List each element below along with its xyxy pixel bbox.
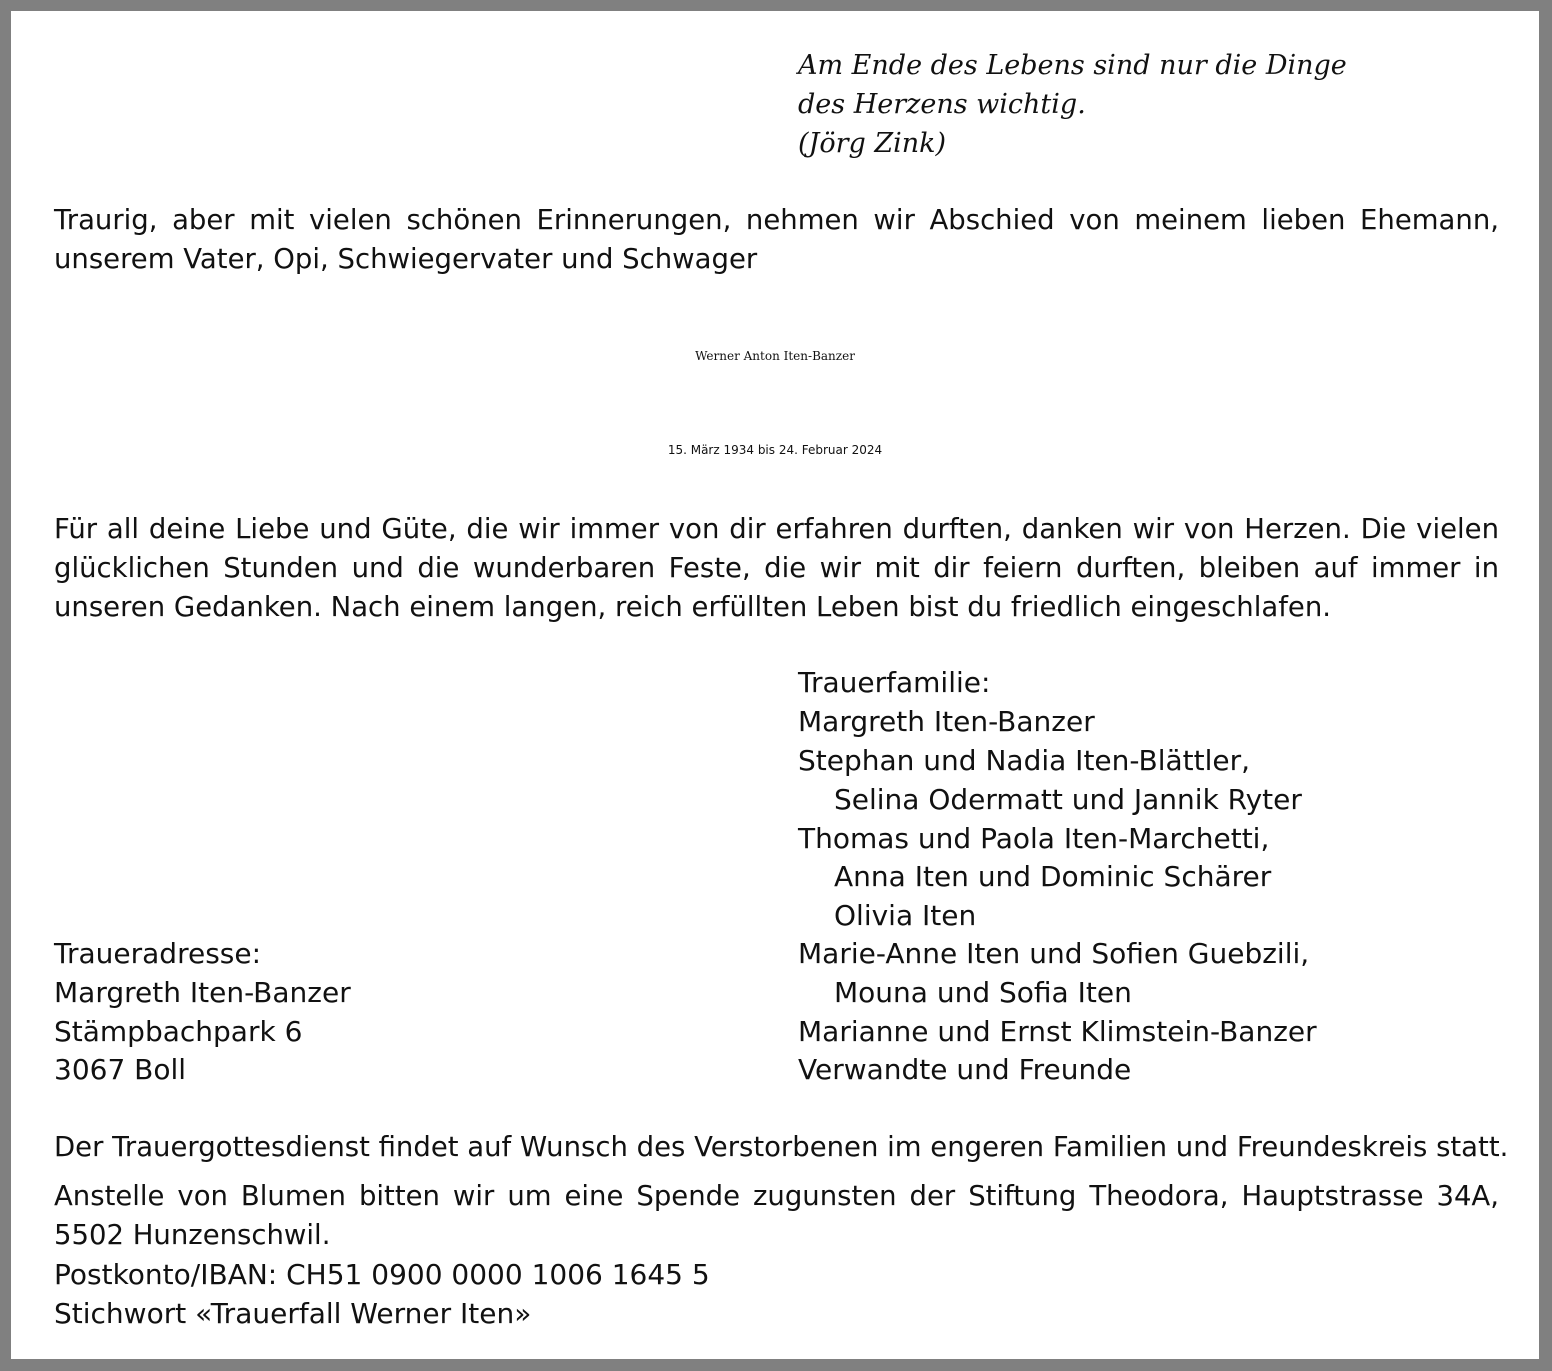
- family-member: Marianne und Ernst Klimstein-Banzer: [798, 1015, 1317, 1048]
- donation-iban: Postkonto/IBAN: CH51 0900 0000 1006 1645 5: [54, 1258, 710, 1291]
- intro-text: Traurig, aber mit vielen schönen Erinnerungen, nehmen wir Abschied von meinem lieben Ehemann, unserem Vater, Opi, Schwiegervater und Schwager: [54, 204, 1499, 275]
- quote-line-2: des Herzens wichtig.: [798, 89, 1086, 120]
- life-dates: 15. März 1934 bis 24. Februar 2024: [667, 443, 883, 457]
- family-member: Stephan und Nadia Iten-Blättler,: [798, 744, 1251, 777]
- obituary-card: [11, 11, 1539, 1359]
- quote-line-1: Am Ende des Lebens sind nur die Dinge: [798, 50, 1347, 81]
- family-member: Mouna und Sofia Iten: [834, 976, 1132, 1009]
- family-member: Selina Odermatt und Jannik Ryter: [834, 783, 1302, 816]
- family-member: Anna Iten und Dominic Schärer: [834, 860, 1272, 893]
- family-member: Margreth Iten-Banzer: [798, 705, 1095, 738]
- family-member: Marie-Anne Iten und Sofien Guebzili,: [798, 937, 1310, 970]
- family-member: Thomas und Paola Iten-Marchetti,: [798, 822, 1270, 855]
- deceased-name: Werner Anton Iten-Banzer: [695, 349, 855, 363]
- address-heading: Traueradresse:: [54, 937, 262, 970]
- donation-keyword: Stichwort «Trauerfall Werner Iten»: [54, 1297, 532, 1330]
- family-member: Verwandte und Freunde: [798, 1053, 1132, 1086]
- family-member: Olivia Iten: [834, 899, 977, 932]
- donation-text: Anstelle von Blumen bitten wir um eine Spende zugunsten der Stiftung Theodora, Hauptstrasse 34A, 5502 Hunzenschwil.: [54, 1180, 1499, 1251]
- quote-author: (Jörg Zink): [798, 128, 947, 159]
- address-name: Margreth Iten-Banzer: [54, 976, 351, 1009]
- service-note: Der Trauergottesdienst findet auf Wunsch des Verstorbenen im engeren Familien und Freundeskreis statt.: [54, 1131, 1509, 1163]
- address-street: Stämpbachpark 6: [54, 1015, 303, 1048]
- tribute-text: Für all deine Liebe und Güte, die wir immer von dir erfahren durften, danken wir von Herzen. Die vielen glücklichen Stunden und die wunderbaren Feste, die wir mit dir feiern durften, bleiben auf immer in unseren Gedanken. Nach einem langen, reich erfüllten Leben bist du friedlich eingeschlafen.: [54, 513, 1499, 623]
- family-heading: Trauerfamilie:: [798, 666, 991, 699]
- address-city: 3067 Boll: [54, 1053, 187, 1086]
